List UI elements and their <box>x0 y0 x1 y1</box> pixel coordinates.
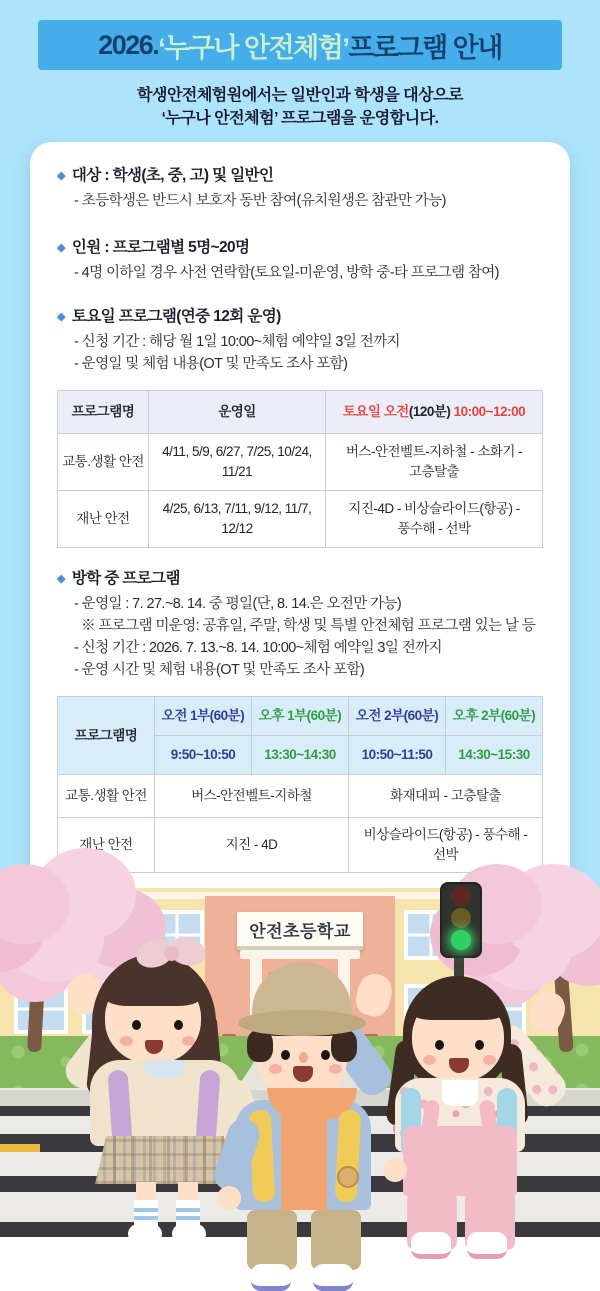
title-prefix: 2026. <box>98 29 159 60</box>
t2-header-session4: 오후 2부(60분) <box>446 697 543 736</box>
t2-row1-first: 버스-안전벨트-지하철 <box>155 775 349 818</box>
table-header-row <box>58 391 543 434</box>
eye <box>475 1040 484 1050</box>
table-row <box>58 434 543 491</box>
hand <box>383 1158 407 1182</box>
cheek <box>483 1055 496 1065</box>
subtitle <box>0 84 600 130</box>
t2-header-session2: 오후 1부(60분) <box>252 697 349 736</box>
title-suffix: 프로그램 안내 <box>348 32 502 63</box>
sneaker <box>467 1232 507 1259</box>
yellow-road-line <box>0 1144 40 1152</box>
hair <box>247 1030 273 1062</box>
striped-sock <box>176 1200 200 1226</box>
section-saturday <box>57 307 543 375</box>
hand <box>217 1186 241 1210</box>
cheek <box>329 1064 342 1074</box>
cheek <box>269 1064 282 1074</box>
shirt-collar <box>145 1060 185 1078</box>
section-target-line1: - 초등학생은 반드시 보호자 동반 참여(유치원생은 참관만 가능) <box>74 193 446 209</box>
cargo-pants <box>247 1210 297 1270</box>
diamond-bullet-icon: ◆ <box>57 311 65 323</box>
t2-row1-name: 교통.생활 안전 <box>58 775 155 818</box>
t1-row1-content: 버스-안전벨트-지하철 - 소화기 - 고층탈출 <box>326 434 543 491</box>
sneaker <box>128 1224 162 1244</box>
hat-brim <box>238 1010 366 1036</box>
subtitle-line2: ‘누구나 안전체험’ 프로그램을 운영합니다. <box>161 110 439 127</box>
hair <box>331 1030 357 1062</box>
t2-time3: 10:50~11:50 <box>349 736 446 775</box>
red-light <box>451 886 471 906</box>
bangs <box>105 970 201 1006</box>
t1-row1-name: 교통.생활 안전 <box>58 434 149 491</box>
green-light <box>451 930 471 950</box>
table-row <box>58 775 543 818</box>
section-capacity <box>57 238 543 284</box>
diamond-bullet-icon: ◆ <box>57 573 65 585</box>
table-header-row <box>58 697 543 736</box>
info-card <box>30 142 570 888</box>
t1-row1-dates: 4/11, 5/9, 6/27, 7/25, 10/24, 11/21 <box>149 434 326 491</box>
sneaker <box>411 1232 451 1259</box>
school-sign: 안전초등학교 <box>237 912 363 950</box>
t2-header-session3: 오전 2부(60분) <box>349 697 446 736</box>
diamond-bullet-icon: ◆ <box>57 170 65 182</box>
t2-time1: 9:50~10:50 <box>155 736 252 775</box>
traffic-light-housing <box>440 882 482 958</box>
title-banner <box>38 20 562 70</box>
section-target <box>57 166 543 212</box>
t2-row2-second: 비상슬라이드(항공) - 풍수해 - 선박 <box>349 818 543 873</box>
table-row <box>58 818 543 873</box>
eye <box>281 1050 290 1060</box>
t2-row2-first: 지진 - 4D <box>155 818 349 873</box>
section-vacation <box>57 569 543 681</box>
nose <box>299 1052 308 1063</box>
section-saturday-title: 토요일 프로그램(연중 12회 운영) <box>71 308 281 325</box>
section-saturday-line2: - 운영일 및 체험 내용(OT 및 만족도 조사 포함) <box>74 356 348 372</box>
sneaker <box>251 1264 291 1291</box>
cargo-pants <box>311 1210 361 1270</box>
section-vacation-line2: ※ 프로그램 미운영: 공휴일, 주말, 학생 및 특별 안전체험 프로그램 있는 날 등 <box>81 618 536 634</box>
t1-row2-dates: 4/25, 6/13, 7/11, 9/12, 11/7, 12/12 <box>149 491 326 548</box>
sneaker <box>313 1264 353 1291</box>
t1-header-session: 토요일 오전(120분) 10:00~12:00 <box>326 391 543 434</box>
section-target-title: 대상 : 학생(초, 중, 고) 및 일반인 <box>71 167 274 184</box>
section-vacation-line1: - 운영일 : 7. 27.~8. 14. 중 평일(단, 8. 14.은 오전만 가능) <box>74 596 402 612</box>
striped-sock <box>134 1200 158 1226</box>
eye <box>174 1020 183 1030</box>
eye <box>321 1050 330 1060</box>
pink-overalls <box>403 1126 517 1196</box>
section-saturday-line1: - 신청 기간 : 해당 월 1일 10:00~체험 예약일 3일 전까지 <box>74 334 400 350</box>
section-capacity-title: 인원 : 프로그램별 5명~20명 <box>71 239 250 256</box>
t1-row2-name: 재난 안전 <box>58 491 149 548</box>
vacation-program-table <box>57 696 543 873</box>
cheek <box>182 1036 195 1046</box>
bear-badge <box>337 1166 359 1188</box>
diamond-bullet-icon: ◆ <box>57 242 65 254</box>
t2-row1-second: 화재대피 - 고층탈출 <box>349 775 543 818</box>
t2-header-session1: 오전 1부(60분) <box>155 697 252 736</box>
t2-header-program: 프로그램명 <box>58 697 155 775</box>
t2-time2: 13:30~14:30 <box>252 736 349 775</box>
child-girl-right <box>385 948 585 1237</box>
saturday-program-table <box>57 390 543 548</box>
section-capacity-line1: - 4명 이하일 경우 사전 연락함(토요일-미운영, 방학 중-타 프로그램 참여) <box>74 265 499 281</box>
orange-hoodie <box>281 1110 327 1210</box>
t1-header-program: 프로그램명 <box>58 391 149 434</box>
yellow-light <box>451 908 471 928</box>
eye <box>132 1020 141 1030</box>
title-highlight: ‘누구나 안전체험’ <box>158 32 349 63</box>
illustration-scene <box>0 888 600 1237</box>
child-boy-center <box>225 938 405 1237</box>
t2-row2-name: 재난 안전 <box>58 818 155 873</box>
hair-bow-knot <box>164 946 179 961</box>
t1-header-dates: 운영일 <box>149 391 326 434</box>
cheek <box>120 1036 133 1046</box>
t2-time4: 14:30~15:30 <box>446 736 543 775</box>
section-vacation-title: 방학 중 프로그램 <box>71 570 180 587</box>
sneaker <box>172 1224 206 1244</box>
raised-hand <box>525 988 570 1037</box>
table-row <box>58 491 543 548</box>
bangs <box>412 990 504 1020</box>
section-vacation-line3: - 신청 기간 : 2026. 7. 13.~8. 14. 10:00~체험 예약일 3일 전까지 <box>74 640 442 656</box>
white-shirt <box>442 1080 478 1106</box>
subtitle-line1: 학생안전체험원에서는 일반인과 학생을 대상으로 <box>137 87 463 104</box>
section-vacation-line4: - 운영 시간 및 체험 내용(OT 및 만족도 조사 포함) <box>74 662 365 678</box>
t1-row2-content: 지진-4D - 비상슬라이드(항공) - 풍수해 - 선박 <box>326 491 543 548</box>
cheek <box>423 1055 436 1065</box>
eye <box>435 1040 444 1050</box>
